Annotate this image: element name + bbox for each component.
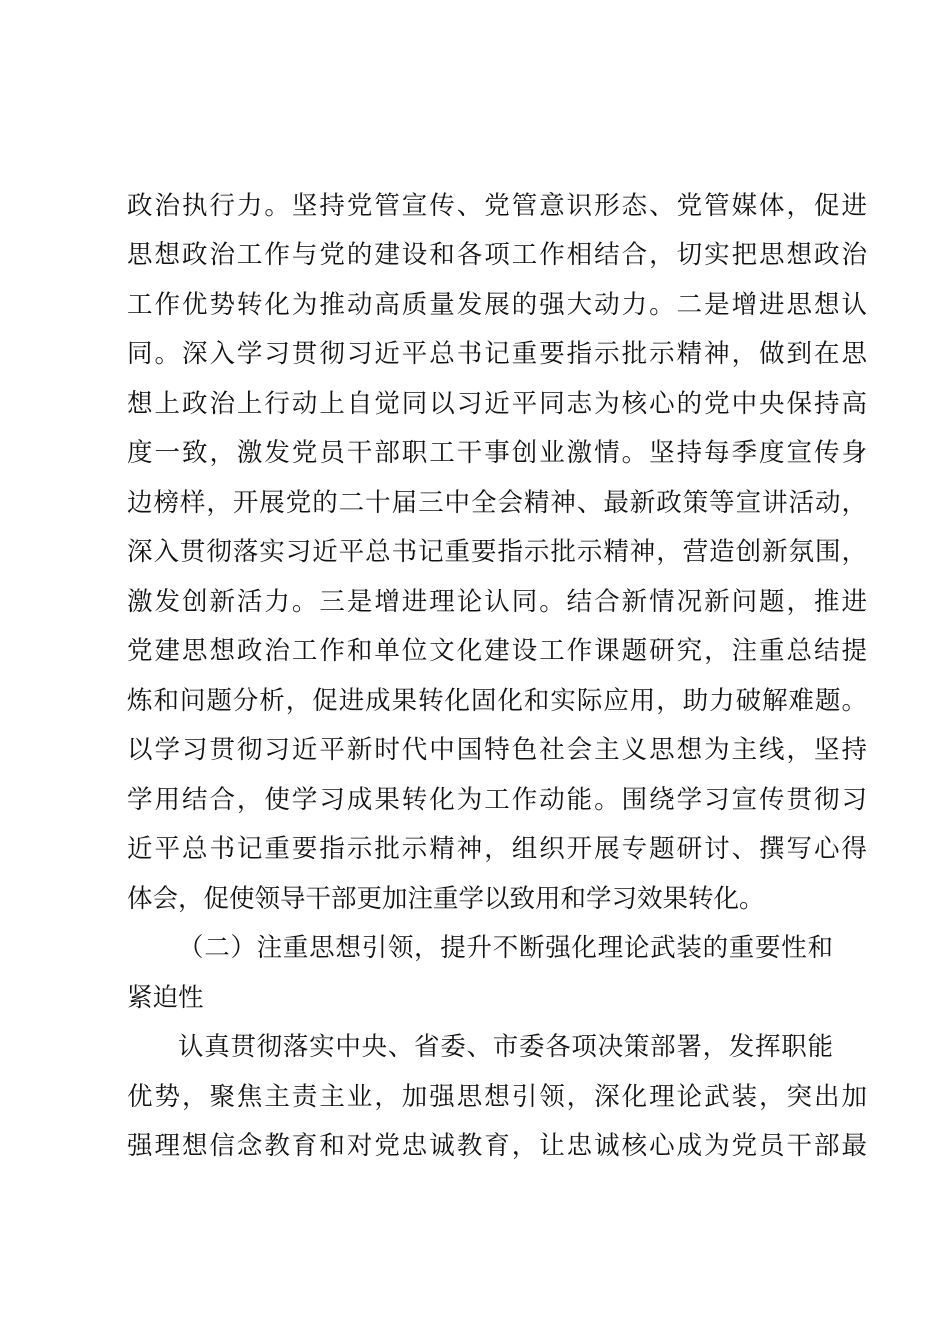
body-text-line: 想上政治上行动上自觉同以习近平同志为核心的党中央保持高 xyxy=(127,389,867,419)
body-text-line: 边榜样，开展党的二十届三中全会精神、最新政策等宣讲活动， xyxy=(127,488,867,518)
body-text-line: 激发创新活力。三是增进理论认同。结合新情况新问题，推进 xyxy=(127,587,867,617)
body-text-line: 炼和问题分析，促进成果转化固化和实际应用，助力破解难题。 xyxy=(127,686,867,716)
body-text-line: 强理想信念教育和对党忠诚教育，让忠诚核心成为党员干部最 xyxy=(127,1131,867,1161)
body-text-line: 近平总书记重要指示批示精神，组织开展专题研讨、撰写心得 xyxy=(127,834,867,864)
body-text-line: 以学习贯彻习近平新时代中国特色社会主义思想为主线，坚持 xyxy=(127,735,867,765)
body-text-line: 学用结合，使学习成果转化为工作动能。围绕学习宣传贯彻习 xyxy=(127,785,867,815)
body-text-line: 认真贯彻落实中央、省委、市委各项决策部署，发挥职能 xyxy=(178,1032,833,1062)
body-text-line: 深入贯彻落实习近平总书记重要指示批示精神，营造创新氛围， xyxy=(127,537,867,567)
section-heading-line: （二）注重思想引领，提升不断强化理论武装的重要性和 xyxy=(178,933,833,963)
body-text-line: 政治执行力。坚持党管宣传、党管意识形态、党管媒体，促进 xyxy=(127,191,867,221)
body-text-line: 工作优势转化为推动高质量发展的强大动力。二是增进思想认 xyxy=(127,290,867,320)
body-text-line: 体会，促使领导干部更加注重学以致用和学习效果转化。 xyxy=(127,884,765,914)
section-heading-line: 紧迫性 xyxy=(127,983,204,1013)
body-text-line: 同。深入学习贯彻习近平总书记重要指示批示精神，做到在思 xyxy=(127,339,867,369)
body-text-line: 优势，聚焦主责主业，加强思想引领，深化理论武装，突出加 xyxy=(127,1082,867,1112)
body-text-line: 党建思想政治工作和单位文化建设工作课题研究，注重总结提 xyxy=(127,636,867,666)
body-text-line: 思想政治工作与党的建设和各项工作相结合，切实把思想政治 xyxy=(127,240,867,270)
body-text-line: 度一致，激发党员干部职工干事创业激情。坚持每季度宣传身 xyxy=(127,438,867,468)
